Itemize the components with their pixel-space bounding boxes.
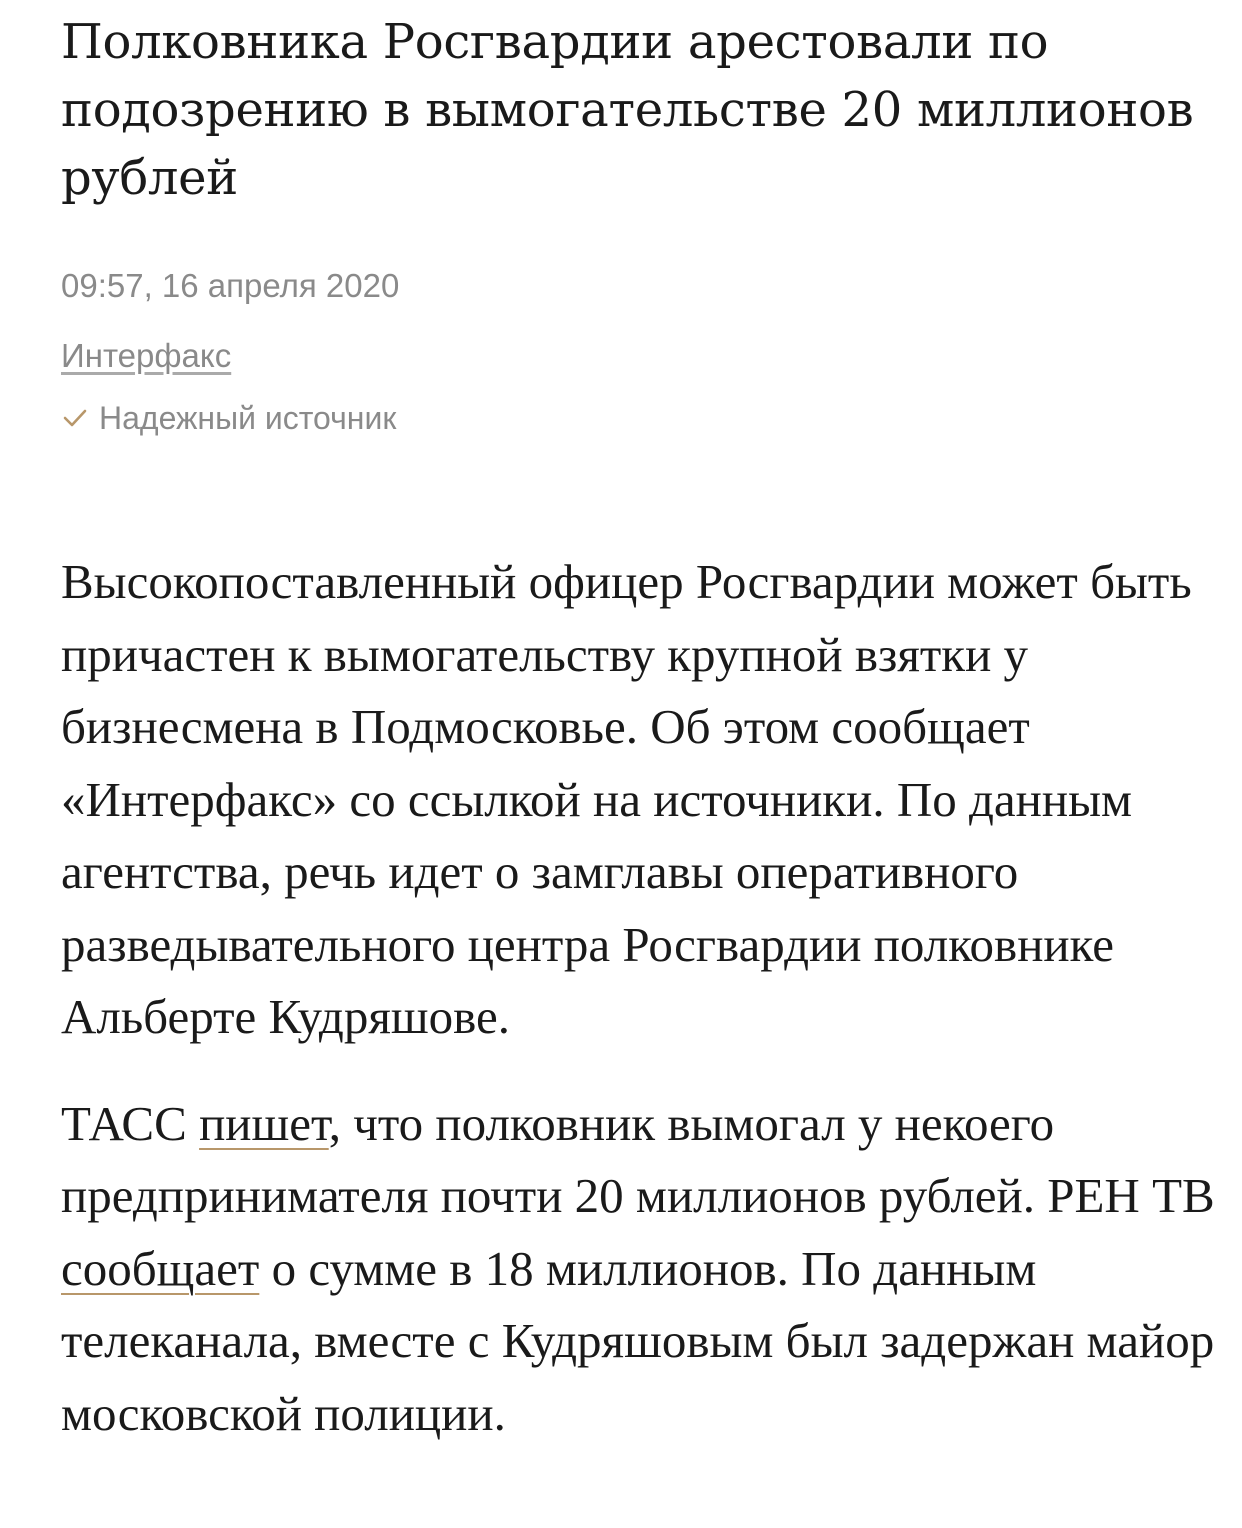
article-paragraph: [61, 1088, 1221, 1451]
article-headline: Полковника Росгвардии арестовали по подозрению в вымогательстве 20 миллионов рублей: [61, 14, 1194, 206]
article-meta: [61, 266, 1221, 438]
tass-link[interactable]: пишет: [199, 1095, 329, 1151]
source-link[interactable]: Интерфакс: [61, 337, 232, 374]
trusted-source-badge: [61, 398, 1221, 438]
article-body: [61, 546, 1221, 1450]
article-paragraph: Высокопоставленный офицер Росгвардии может быть причастен к вымогательству крупной взятки у бизнесмена в Подмосковье. Об этом сообщает «Интерфакс» со ссылкой на источники. По данным агентства, речь идет о замглавы оперативного разведывательного центра Росгвардии полковнике Альберте Кудряшове.: [61, 554, 1192, 1044]
paragraph-text: , что полковник вымогал у некоего предпринимателя почти 20 миллионов рублей. РЕН ТВ: [61, 1095, 1215, 1223]
ren-tv-link[interactable]: сообщает: [61, 1240, 260, 1296]
article: [61, 0, 1221, 1484]
publish-timestamp: 09:57, 16 апреля 2020: [61, 267, 400, 304]
paragraph-text: ТАСС: [61, 1095, 200, 1151]
trusted-source-label: Надежный источник: [99, 400, 397, 436]
paragraph-text: о сумме в 18 миллионов. По данным телеканала, вместе с Кудряшовым был задержан майор московской полиции.: [61, 1240, 1215, 1441]
check-icon: [61, 404, 89, 432]
